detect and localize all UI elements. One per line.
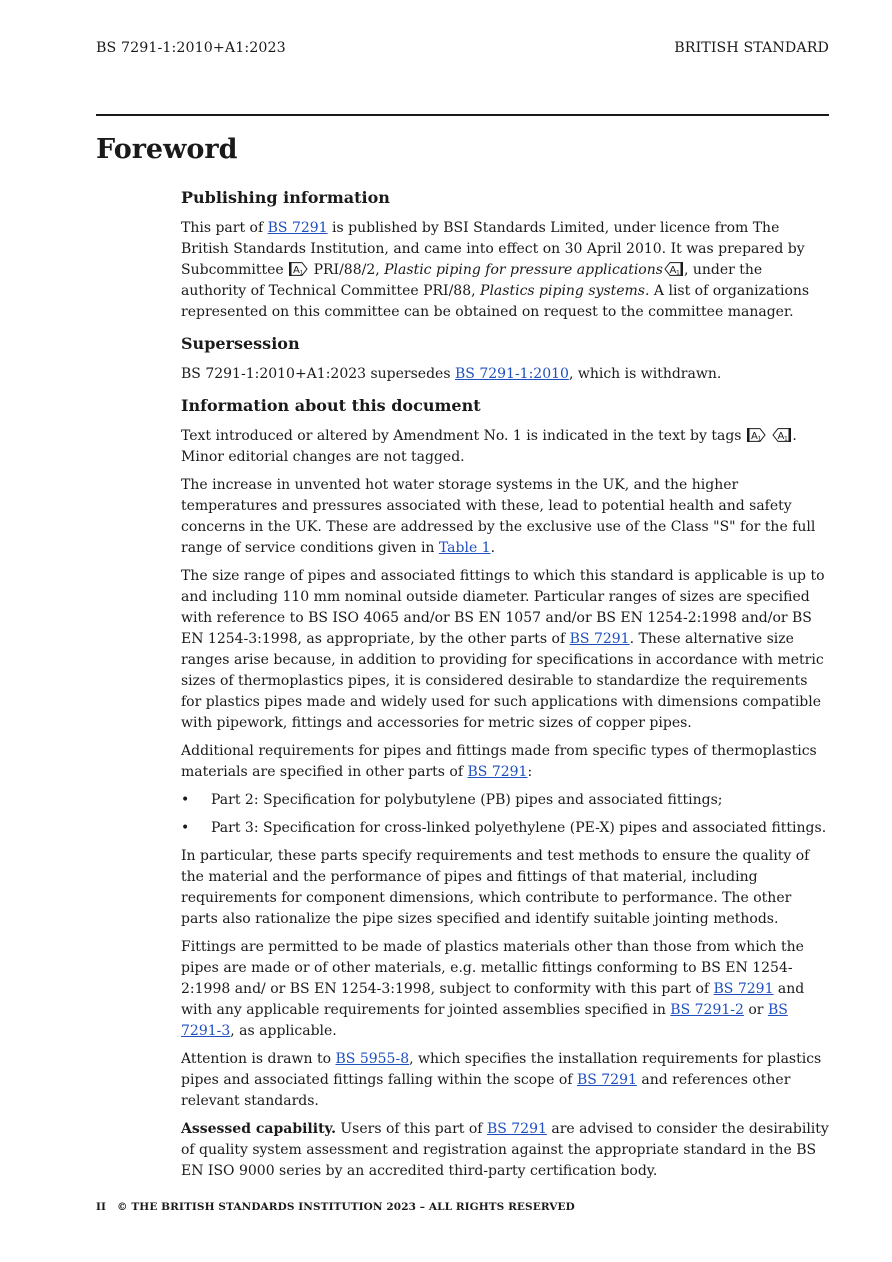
text-span: , which specifies the installation requirements for plastics pipes and associated fittings falling within the scope of (181, 1051, 822, 1088)
text-span: Users of this part of (335, 1121, 487, 1137)
text-span: : (527, 764, 533, 780)
paragraph-parts-specify: In particular, these parts specify requirements and test methods to ensure the quality of the material and the performance of pipes and fittings of that material, including requirements for component dimensions, which contribute to performance. The other parts also rationalize the pipe sizes specified and identify suitable jointing methods. (181, 848, 810, 927)
amendment-end-tag-icon (664, 262, 683, 276)
page-number: II (96, 1201, 107, 1213)
paragraph-additional-requirements (181, 741, 831, 783)
list-item-text: Part 3: Specification for cross-linked polyethylene (PE-X) pipes and associated fittings. (211, 820, 827, 836)
heading-information: Information about this document (181, 396, 481, 415)
text-span: are advised to consider the desirability of quality system assessment and registration against the appropriate standard in the BS EN ISO 9000 series by an accredited third-party certification body. (181, 1121, 829, 1179)
paragraph-unvented-systems (181, 475, 831, 559)
link-bs-7291-2[interactable]: BS 7291-2 (670, 1002, 744, 1018)
svg-text:A: A (777, 431, 785, 442)
text-span: and with any applicable requirements for jointed assemblies specified in (181, 981, 805, 1018)
text-span: and references other relevant standards. (181, 1072, 791, 1109)
amendment-end-tag-icon (772, 428, 791, 442)
list-item (181, 818, 831, 839)
svg-text:A: A (669, 265, 677, 276)
link-bs-7291-1-2010[interactable]: BS 7291-1:2010 (454, 366, 569, 382)
header-document-id: BS 7291-1:2010+A1:2023 (96, 40, 286, 56)
link-bs-7291-3[interactable]: BS 7291-3 (181, 1002, 788, 1039)
link-bs-5955-8[interactable]: BS 5955-8 (335, 1051, 410, 1067)
svg-text:1: 1 (675, 269, 680, 276)
link-bs-7291[interactable]: BS 7291 (467, 764, 528, 780)
bullet-icon: • (181, 820, 190, 836)
link-table-1[interactable]: Table 1 (438, 540, 491, 556)
svg-text:1: 1 (299, 269, 304, 276)
svg-text:1: 1 (784, 435, 789, 442)
copyright-notice: © THE BRITISH STANDARDS INSTITUTION 2023 – ALL RIGHTS RESERVED (117, 1201, 575, 1213)
text-span: The size range of pipes and associated fittings to which this standard is applicable is up to and including 110 mm nominal outside diameter. Particular ranges of sizes are specified with reference to BS ISO 4065 and/or BS EN 1057 and/or BS EN 1254-2:1998 and/or BS EN 1254-3:1998, as appropriate, by the other parts of (181, 568, 825, 647)
text-italic: Plastic piping for pressure applications (384, 262, 663, 278)
header-rule (96, 114, 829, 116)
paragraph-attention (181, 1049, 831, 1112)
page-title: Foreword (96, 134, 238, 165)
svg-text:1: 1 (757, 435, 762, 442)
link-bs-7291[interactable]: BS 7291 (486, 1121, 547, 1137)
paragraph-supersession (181, 364, 831, 385)
text-span: , which is withdrawn. (568, 366, 722, 382)
heading-supersession: Supersession (181, 334, 300, 353)
svg-text:A: A (293, 265, 300, 276)
list-item (181, 790, 831, 811)
text-italic: Plastics piping systems (480, 283, 645, 299)
link-bs-7291[interactable]: BS 7291 (267, 220, 328, 236)
text-span: BS 7291-1:2010+A1:2023 supersedes (181, 366, 455, 382)
amendment-start-tag-icon (289, 262, 308, 276)
section-publishing (181, 186, 831, 323)
link-bs-7291[interactable]: BS 7291 (576, 1072, 637, 1088)
main-content (181, 186, 831, 1189)
paragraph-amendment-tags (181, 426, 831, 468)
section-supersession (181, 332, 831, 385)
text-span: The increase in unvented hot water storage systems in the UK, and the higher temperatures and pressures associated with these, lead to potential health and safety concerns in the UK. These are addressed by the exclusive use of the Class "S" for the full range of service conditions given in (181, 477, 816, 556)
text-bold: Assessed capability. (181, 1121, 336, 1137)
section-information (181, 394, 831, 1182)
text-span: PRI/88/2, (309, 262, 385, 278)
header-publisher: BRITISH STANDARD (674, 40, 829, 56)
text-span: , under the authority of Technical Committee PRI/88, (181, 262, 763, 299)
text-span: Additional requirements for pipes and fittings made from specific types of thermoplastics materials are specified in other parts of (181, 743, 817, 780)
text-span: Text introduced or altered by Amendment No. 1 is indicated in the text by tags (181, 428, 746, 444)
paragraph-size-range (181, 566, 831, 734)
page-footer (96, 1201, 575, 1213)
paragraph-fittings (181, 937, 831, 1042)
text-span: is published by BSI Standards Limited, under licence from The British Standards Institution, and came into effect on 30 April 2010. It was prepared by Subcommittee (181, 220, 805, 278)
link-bs-7291[interactable]: BS 7291 (713, 981, 774, 997)
text-span: This part of (181, 220, 268, 236)
text-span: Fittings are permitted to be made of plastics materials other than those from which the pipes are made or of other materials, e.g. metallic fittings conforming to BS EN 1254-2:1998 and/ or BS EN 1254-3:1998, subject to conformity with this part of (181, 939, 804, 997)
text-span: , as applicable. (230, 1023, 337, 1039)
link-bs-7291[interactable]: BS 7291 (569, 631, 630, 647)
amendment-start-tag-icon (747, 428, 766, 442)
list-item-text: Part 2: Specification for polybutylene (PB) pipes and associated fittings; (211, 792, 723, 808)
svg-text:A: A (750, 431, 758, 442)
bullet-icon: • (181, 792, 190, 808)
text-span: . Minor editorial changes are not tagged. (181, 428, 797, 465)
text-span: . (490, 540, 496, 556)
text-span: or (743, 1002, 768, 1018)
text-span: . These alternative size ranges arise because, in addition to providing for specifications in accordance with metric sizes of thermoplastics pipes, it is considered desirable to standardize the requirements for plastics pipes made and widely used for such applications with dimensions compatible with pipework, fittings and accessories for metric sizes of copper pipes. (181, 631, 824, 731)
text-span: . A list of organizations represented on this committee can be obtained on request to the committee manager. (181, 283, 810, 320)
paragraph-assessed-capability (181, 1119, 831, 1182)
text-span: Attention is drawn to (181, 1051, 336, 1067)
heading-publishing: Publishing information (181, 188, 390, 207)
paragraph-publishing (181, 218, 831, 323)
